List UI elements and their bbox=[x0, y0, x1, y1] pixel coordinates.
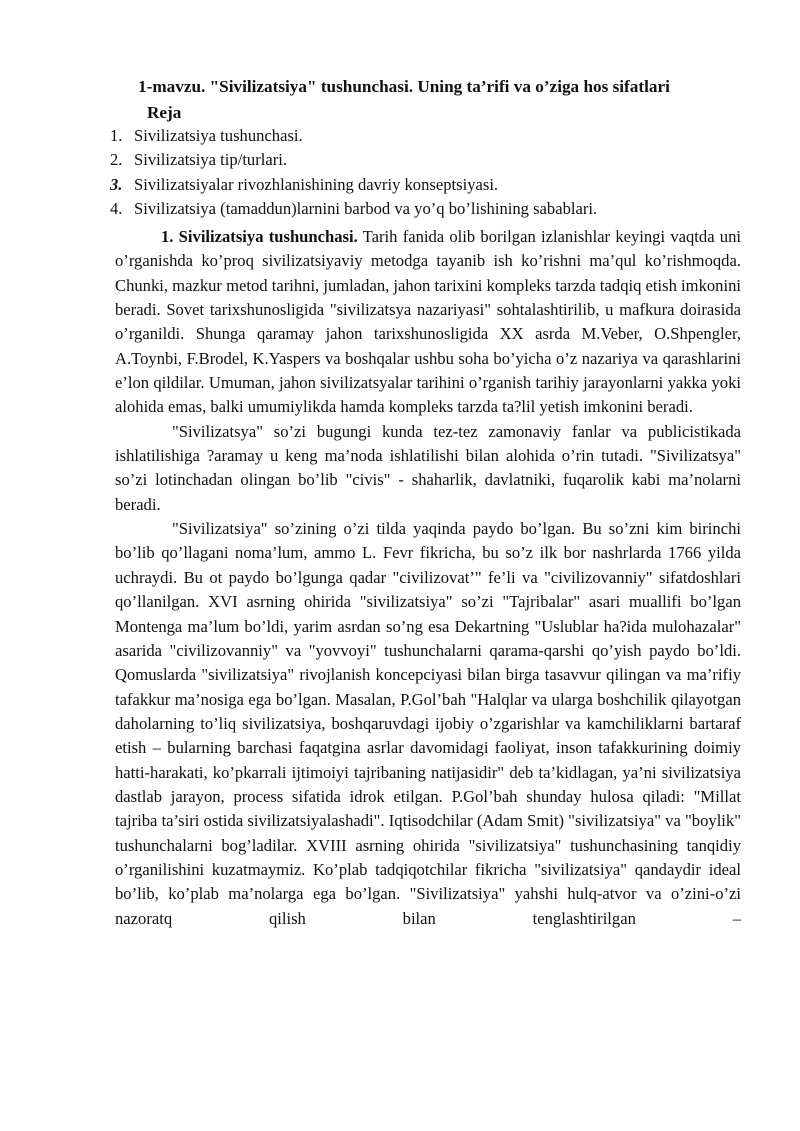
body-paragraph bbox=[115, 420, 741, 517]
plan-heading: Reja bbox=[147, 103, 182, 122]
plan-item-number: 1. bbox=[110, 126, 123, 145]
plan-item-text: Sivilizatsiya tip/turlari. bbox=[134, 150, 288, 170]
plan-item-number: 3. bbox=[110, 174, 123, 194]
plan-item-text: Sivilizatsiyalar rivozhlanishining davriy konseptsiyasi. bbox=[134, 174, 499, 194]
plan-item-text: Sivilizatsiya (tamaddun)larnini barbod va yo’q bo’lishining sabablari. bbox=[134, 199, 598, 219]
paragraph-text: Tarih fanida olib borilgan izlanishlar keyingi vaqtda uni o’rganishda ko’proq sivilizatsiyaviy metodga tayanib ish ko’rishni ma’qul ko’rishmoqda. Chunki, mazkur metod tarihni, jumladan, jahon tarixini kompleks tarzda tadqiq etish imkonini beradi. Sovet tarixshunosligida "sivilizatsya nazariyasi" sohtalashtirilib, u mafkura doirasida o’rganildi. Shunga qaramay jahon tarixshunosligida XX asrda M.Veber, O.Shpengler, A.Toynbi, F.Brodel, K.Yaspers va boshqalar ushbu soha bo’yicha o’z nazariya va qarashlarini e’lon qildilar. Umuman, jahon sivilizatsyalar tarihini o’rganish tarihiy jarayonlarni yakka yoki alohida emas, balki umumiylikda hamda kompleks tarzda ta?lil yetish imkonini beradi. bbox=[115, 227, 741, 417]
plan-item-text: Sivilizatsiya tushunchasi. bbox=[134, 126, 303, 145]
section-heading: 1. Sivilizatsiya tushunchasi. bbox=[161, 227, 358, 246]
paragraph-text: "Sivilizatsiya" so’zining o’zi tilda yaqinda paydo bo’lgan. Bu so’zni kim birinchi bo’lib qo’llagani noma’lum, ammo L. Fevr fikricha, bu so’z ilk bor nashrlarda 1766 yilda uchraydi. Bu ot paydo bo’lgunga qadar "civilizovat’" fe’li va "civilizovanniy" sifatdoshlari qo’llanilgan. XVI asrning ohirida "sivilizatsiya" so’zi "Tajribalar" asari muallifi bo’lgan Montenga ma’lum bo’ldi, yarim asrdan so’ng esa Dekartning "Uslublar ha?ida mulohazalar" asarida "civilizovanniy" va "yovvoyi" tushunchalarni qarama-qarshi qo’yish paydo bo’ldi. Qomuslarda "sivilizatsiya" rivojlanish koncepciyasi bilan birga tasavvur qilingan va ma’rifiy tafakkur ma’nosiga ega bo’lgan. Masalan, P.Gol’bah "Halqlar va ularga boshchilik qilayotgan daholarning to’liq sivilizatsiya, boshqaruvdagi ijobiy o’zgarishlar va kamchiliklarni bartaraf etish – bularning barchasi faqatgina asrlar davomidagi faoliyat, inson tafakkurining doimiy hatti-harakati, ko’pkarrali ijtimoiyi tajribaning natijasidir" deb ta’kidlagan, ya’ni sivilizatsiya dastlab jarayon, process sifatida idrok etilgan. P.Gol’bah shunday hulosa qiladi: "Millat tajriba ta’siri ostida sivilizatsiyalashadi". Iqtisodchilar (Adam Smit) "sivilizatsiya" va "boylik" tushunchalarni bog’ladilar. XVIII asrning ohirida "sivilizatsiya" tushunchasining tanqidiy o’rganilishini kuzatmaymiz. Ko’plab tadqiqotchilar fikricha "sivilizatsiya" qandaydir ideal bo’lib, ko’plab ma’nolarga ega bo’lgan. "Sivilizatsiya" yahshi hulq-atvor va o’zini-o’zi nazoratq qilish bilan tenglashtirilgan – bbox=[115, 519, 741, 928]
plan-item bbox=[110, 173, 597, 197]
plan-item-number: 4. bbox=[110, 199, 123, 219]
plan-item bbox=[110, 148, 597, 172]
document-body bbox=[115, 225, 741, 931]
plan-item-number: 2. bbox=[110, 150, 123, 170]
body-paragraph bbox=[115, 225, 741, 420]
plan-item bbox=[110, 197, 597, 221]
plan-item bbox=[110, 124, 597, 148]
topic-title: 1-mavzu. "Sivilizatsiya" tushunchasi. Uning ta’rifi va o’ziga hos sifatlari bbox=[138, 77, 670, 96]
body-paragraph bbox=[115, 517, 741, 931]
plan-list bbox=[110, 124, 597, 222]
paragraph-text: "Sivilizatsya" so’zi bugungi kunda tez-tez zamonaviy fanlar va publicistikada ishlatilishiga ?aramay u keng ma’noda ishlatilishi bilan alohida o’rin tutadi. "Sivilizatsya" so’zi lotinchadan olingan bo’lib "civis" - shaharlik, davlatniki, fuqarolik kabi ma’nolarni beradi. bbox=[115, 421, 741, 514]
